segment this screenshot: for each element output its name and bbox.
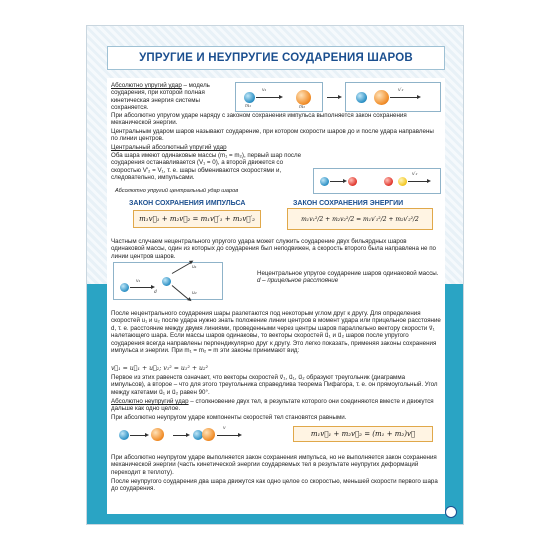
inelastic-term: Абсолютно неупругий удар: [111, 398, 189, 405]
inelastic-formula: m₁v⃗₁ + m₂v⃗₂ = (m₁ + m₂)v⃗: [293, 426, 433, 442]
intro-central: Центральным ударом шаров называют соударение, при котором скорости шаров до и после удара направлены по линии центров.: [111, 128, 434, 143]
intro-law: При абсолютно упругом ударе наряду с законом сохранения импульса выполняется закон сохранения механической энергии.: [111, 112, 407, 127]
after-equation: v⃗₁ = u⃗₁ + u⃗₂; v₁² = u₁² + u₂²: [111, 365, 208, 372]
noncentral-text: [257, 270, 441, 285]
label-v2p: v′₂: [412, 172, 418, 177]
label-v1: v₁: [262, 88, 267, 93]
elastic-after-diagram: [345, 82, 441, 112]
velocity-arrow: [390, 97, 418, 98]
noncentral-note: d – прицельное расстояние: [257, 277, 339, 285]
inelastic-text-1: При абсолютно неупругом ударе выполняется закон сохранения импульса, но не выполняется закон сохранения механической энергии (часть кинетической энергии соударяемых тел в результате неупругих деформаций переходит в теплоту).: [111, 454, 437, 476]
ball-1: [120, 283, 129, 292]
ball-1-after: [384, 177, 393, 186]
central-elastic-diagram: [313, 168, 441, 194]
ball-1: [356, 92, 367, 103]
ball-1: [320, 177, 329, 186]
elastic-before-diagram: [235, 82, 323, 112]
transition-arrow: [173, 435, 187, 436]
intro-term: Абсолютно упругий удар: [111, 82, 182, 89]
momentum-heading: ЗАКОН СОХРАНЕНИЯ ИМПУЛЬСА: [129, 200, 246, 207]
label-u1: u₁: [192, 265, 197, 270]
ball-2: [374, 90, 389, 105]
label-v2p: v′₂: [398, 88, 404, 93]
inelastic-text-2: После неупругого соударения два шара движутся как одно целое со скоростью, меньшей скорости первого шара до соударения.: [111, 478, 438, 493]
central-elastic-caption: Абсолютно упругий центральный удар шаров: [115, 188, 239, 194]
ball-2: [296, 90, 311, 105]
transition-arrow: [327, 97, 339, 98]
label-m2: m₂: [299, 105, 306, 110]
velocity-arrow-after: [217, 435, 239, 436]
velocity-arrow-after: [408, 181, 428, 182]
poster-title: УПРУГИЕ И НЕУПРУГИЕ СОУДАРЕНИЯ ШАРОВ: [139, 52, 413, 64]
inelastic-definition-text: – столкновение двух тел, в результате которого они соединяются вместе и движутся дальше как одно целое.: [111, 398, 434, 413]
velocity-arrow: [130, 435, 146, 436]
poster: [86, 25, 464, 525]
label-v1: v₁: [136, 279, 141, 284]
label-m1: m₁: [245, 104, 252, 109]
poster-content: [107, 78, 445, 514]
label-d: d: [154, 290, 157, 295]
publisher-logo-icon: [445, 506, 457, 518]
inelastic-law: При абсолютно неупругом ударе компоненты скоростей тел становятся равными.: [111, 414, 347, 421]
velocity-arrow: [130, 287, 152, 288]
ball-1: [244, 92, 255, 103]
energy-formula: m₁v₁²/2 + m₂v₂²/2 = m₁v′₁²/2 + m₂v′₂²/2: [287, 208, 433, 230]
after-text-1: После нецентрального соударения шары разлетаются под некоторым углом друг к другу. Для определения скоростей u₁ и u₂ после удара нужно знать положение линии центров в момент удара или прицельное расстояние d, т. е. расстояние между двумя линиями, проведенными через центры шаров параллельно вектору скорости v⃗₁ налетающего шара. Если массы шаров одинаковы, то векторы скоростей u⃗₁ и u⃗₂ шаров после упругого соударения всегда направлены перпендикулярно друг к другу. Это легко показать, применяя законы сохранения импульса и энергии. При m₁ = m₂ = m эти законы принимают вид:: [111, 310, 441, 355]
billiard-text: Частным случаем нецентрального упругого удара может служить соударение двух бильярдных шаров одинаковой массы, один из которых до соударения был неподвижен, а скорость второго была направлена не по линии центров шаров.: [111, 238, 436, 260]
inelastic-definition: [111, 398, 441, 413]
velocity-arrow: [330, 181, 344, 182]
ball-2: [162, 277, 171, 286]
intro-definition-text: – модель соударения, при которой полная кинетическая энергия системы сохраняется.: [111, 82, 210, 112]
label-u2: u₂: [192, 291, 197, 296]
noncentral-caption: Нецентральное упругое соударение шаров одинаковой массы.: [257, 270, 439, 277]
poster-title-bar: [107, 46, 445, 70]
velocity-arrow: [256, 97, 280, 98]
central-elastic-heading: Центральный абсолютный упругий удар: [111, 144, 227, 151]
central-elastic-text: Оба шара имеют одинаковые массы (m₁ = m₂), первый шар после соударения останавливается (V₁ = 0), а второй движется со скоростью V′₂ = V₁, т. е. шары обмениваются скоростями и, следовательно, импульсами.: [111, 152, 302, 182]
velocity-u1-arrow: [172, 262, 192, 274]
inelastic-ball-1: [119, 430, 129, 440]
inelastic-ball-2: [151, 428, 164, 441]
ball-2: [348, 177, 357, 186]
after-text-2: Первое из этих равенств означает, что векторы скоростей v⃗₁, u⃗₁, u⃗₂ образуют треугольник (диаграмма импульсов), а второе – что для этого треугольника справедлива теорема Пифагора, т. е. он прямоугольный. Угол между катетами u⃗₁ и u⃗₂ равен 90°.: [111, 374, 438, 396]
label-v: v: [223, 426, 226, 431]
momentum-formula: m₁v⃗₁ + m₂v⃗₂ = m₁v⃗′₁ + m₂v⃗′₂: [133, 210, 261, 228]
inelastic-ball-joined-2: [202, 428, 215, 441]
ball-2-after: [398, 177, 407, 186]
noncentral-diagram: [113, 262, 223, 300]
energy-heading: ЗАКОН СОХРАНЕНИЯ ЭНЕРГИИ: [293, 200, 404, 207]
velocity-u2-arrow: [172, 285, 189, 300]
intro-definition: [111, 82, 231, 112]
